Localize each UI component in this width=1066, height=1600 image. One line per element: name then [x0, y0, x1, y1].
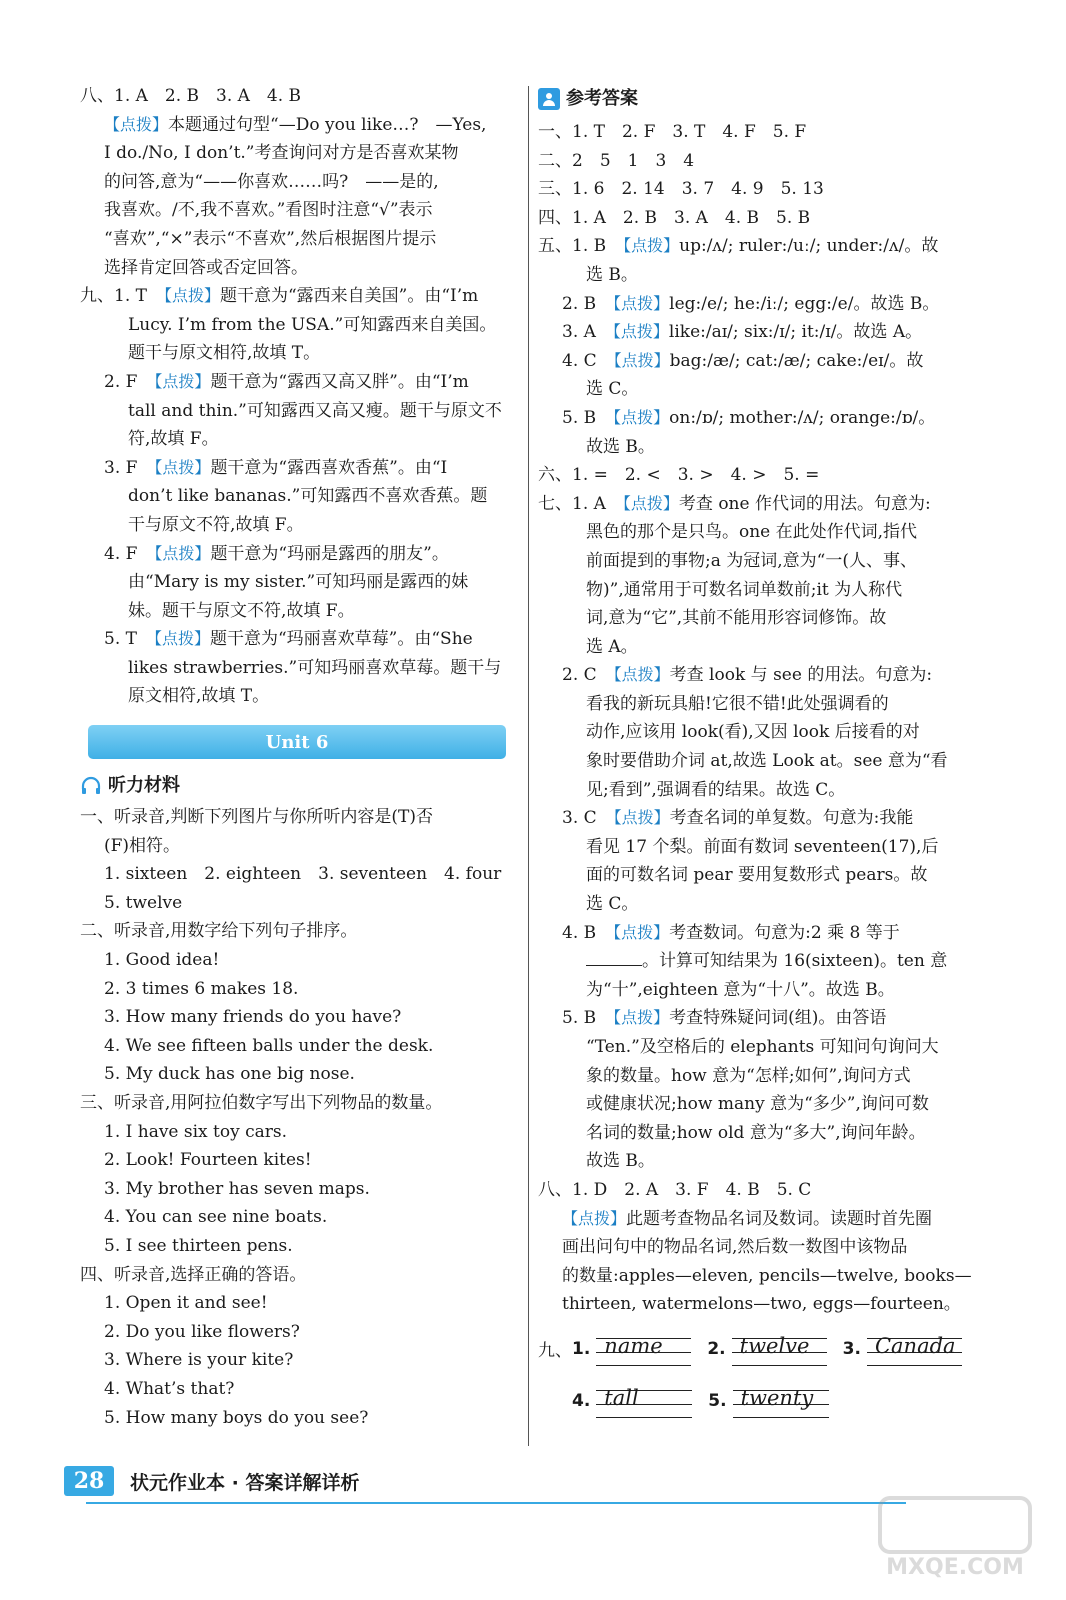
line-text: up:/ʌ/; ruler:/uː/; under:/ʌ/。故: [679, 236, 939, 257]
listening-material: [80, 803, 520, 1432]
text-line: [80, 540, 520, 569]
writing-rule: [596, 1365, 691, 1366]
item-number: 1.: [572, 1338, 591, 1359]
text-line: [80, 454, 520, 483]
hint-tag: 【点拨】: [613, 407, 670, 427]
line-text: 或健康状况;how many 意为“多少”,询问可数: [586, 1094, 929, 1115]
text-line: [80, 568, 520, 597]
text-line: [538, 633, 978, 662]
line-text: 二、2 5 1 3 4: [538, 150, 695, 171]
line-text: 。计算可知结果为 16(sixteen)。ten 意: [642, 951, 948, 972]
line-text: bag:/æ/; cat:/æ/; cake:/eɪ/。故: [669, 350, 924, 371]
headphones-icon: [80, 775, 102, 797]
line-text: I do./No, I don’t.”考查询问对方是否喜欢某物: [104, 143, 459, 164]
line-text: 5. T: [104, 629, 154, 650]
text-line: [538, 1119, 978, 1148]
handwritten-word: twenty: [740, 1385, 814, 1410]
text-line: [538, 1262, 978, 1291]
line-text: 的数量:apples—eleven, pencils—twelve, books—: [562, 1265, 972, 1286]
column-divider: [528, 86, 529, 1446]
line-text: 选择肯定回答或否定回答。: [104, 257, 308, 278]
left-column: [80, 82, 520, 1432]
answers-heading: [538, 82, 978, 116]
line-text: “喜欢”,“×”表示“不喜欢”,然后根据图片提示: [104, 228, 437, 249]
text-line: [538, 1033, 978, 1062]
line-text: 2. Look! Fourteen kites!: [104, 1150, 312, 1171]
text-line: [80, 1032, 520, 1061]
line-text: 5. B: [562, 407, 614, 428]
line-text: 3. Where is your kite?: [104, 1350, 294, 1371]
line-text: 看见 17 个梨。前面有数词 seventeen(17),后: [586, 836, 939, 857]
line-text: 2. Do you like flowers?: [104, 1321, 300, 1342]
text-line: [80, 625, 520, 654]
text-line: [538, 204, 978, 233]
text-line: [538, 1233, 978, 1262]
line-text: “Ten.”及空格后的 elephants 可知问句询问大: [586, 1037, 939, 1057]
text-line: [80, 339, 520, 368]
text-line: [538, 661, 978, 690]
line-text: 象的数量。how 意为“怎样;如何”,询问方式: [586, 1065, 911, 1086]
text-line: [80, 1261, 520, 1290]
line-text: 考查 one 作代词的用法。句意为:: [678, 493, 931, 514]
line-text: 本题通过句型“—Do you like…? —Yes,: [168, 114, 487, 135]
text-line: [80, 803, 520, 832]
handwriting-answers: [538, 1323, 978, 1427]
line-text: 妹。题干与原文不符,故填 F。: [128, 600, 355, 621]
line-text: 4. F: [104, 543, 155, 564]
answer-key: [538, 118, 978, 1319]
text-line: [80, 1003, 520, 1032]
hint-tag: 【点拨】: [622, 493, 679, 513]
text-line: [538, 404, 978, 433]
text-line: [538, 747, 978, 776]
text-line: [538, 175, 978, 204]
left-answers: [80, 82, 520, 711]
line-text: 3. F: [104, 457, 155, 478]
text-line: [538, 718, 978, 747]
text-line: [538, 318, 978, 347]
line-text: (F)相符。: [104, 835, 181, 856]
text-line: [80, 482, 520, 511]
text-line: [80, 1060, 520, 1089]
line-text: Lucy. I’m from the USA.”可知露西来自美国。: [128, 314, 497, 335]
hint-tag: 【点拨】: [613, 665, 670, 685]
line-text: 四、听录音,选择正确的答语。: [80, 1264, 307, 1285]
text-line: [538, 890, 978, 919]
hint-tag: 【点拨】: [154, 543, 211, 563]
line-text: 3. A: [562, 322, 613, 343]
handwriting-lines: [596, 1332, 691, 1366]
hint-tag: 【点拨】: [613, 350, 670, 370]
text-line: [80, 889, 520, 918]
line-text: 4. B: [562, 922, 614, 943]
line-text: 三、听录音,用阿拉伯数字写出下列物品的数量。: [80, 1093, 443, 1113]
text-line: [538, 690, 978, 719]
text-line: [538, 1290, 978, 1319]
handwriting-lines: [732, 1332, 827, 1366]
item-number: 5.: [708, 1390, 727, 1411]
line-text: 考查数词。句意为:2 乘 8 等于: [669, 922, 900, 943]
line-text: thirteen, watermelons—two, eggs—fourteen。: [562, 1294, 961, 1315]
text-line: [538, 947, 978, 976]
line-text: 考查特殊疑问词(组)。由答语: [669, 1008, 887, 1029]
text-line: [538, 776, 978, 805]
line-text: 为“十”,eighteen 意为“十八”。故选 B。: [586, 979, 895, 1000]
line-text: 5. My duck has one big nose.: [104, 1064, 355, 1085]
text-line: [80, 225, 520, 254]
listening-heading: [80, 769, 520, 803]
line-text: 符,故填 F。: [128, 429, 219, 450]
line-text: 选 A。: [586, 636, 638, 657]
text-line: [538, 518, 978, 547]
line-text: 原文相符,故填 T。: [128, 686, 270, 707]
text-line: [538, 1004, 978, 1033]
hint-tag: 【点拨】: [154, 457, 211, 477]
line-text: 考查名词的单复数。句意为:我能: [669, 808, 914, 829]
person-icon: [538, 88, 560, 110]
line-text: 选 C。: [586, 379, 639, 400]
hint-tag: 【点拨】: [613, 922, 670, 942]
text-line: [538, 833, 978, 862]
text-line: [80, 397, 520, 426]
line-text: 4. What’s that?: [104, 1378, 235, 1399]
line-text: likes strawberries.”可知玛丽喜欢草莓。题干与: [128, 657, 502, 678]
text-line: [80, 654, 520, 683]
hint-tag: 【点拨】: [562, 1208, 627, 1228]
text-line: [538, 232, 978, 261]
text-line: [80, 1404, 520, 1433]
line-text: 题干意为“露西又高又胖”。由“I’m: [210, 371, 469, 392]
line-text: 由“Mary is my sister.”可知玛丽是露西的妹: [128, 572, 469, 593]
line-text: 4. We see fifteen balls under the desk.: [104, 1035, 434, 1056]
text-line: [538, 804, 978, 833]
text-line: [80, 1289, 520, 1318]
text-line: [538, 919, 978, 948]
text-line: [80, 860, 520, 889]
line-text: 看我的新玩具船!它很不错!此处强调看的: [586, 693, 889, 714]
line-text: 2. B: [562, 293, 614, 314]
line-text: 四、1. A 2. B 3. A 4. B 5. B: [538, 207, 811, 228]
hint-tag: 【点拨】: [613, 293, 670, 313]
footer-title: 状元作业本 · 答案详解详析: [130, 1472, 360, 1494]
line-text: 黑色的那个是只鸟。one 在此处作代词,指代: [586, 522, 918, 543]
line-text: 物)”,通常用于可数名词单数前;it 为人称代: [586, 579, 903, 600]
page-footer: [56, 1464, 936, 1504]
text-line: [80, 682, 520, 711]
item-number: 3.: [842, 1338, 861, 1359]
line-text: 2. C: [562, 665, 614, 686]
text-line: [80, 1232, 520, 1261]
text-line: [80, 1203, 520, 1232]
text-line: [80, 1318, 520, 1347]
text-line: [80, 597, 520, 626]
text-line: [80, 511, 520, 540]
text-line: [538, 490, 978, 519]
unit-title: Unit 6: [265, 731, 329, 753]
line-text: 选 B。: [586, 264, 638, 285]
text-line: [80, 311, 520, 340]
line-text: 故选 B。: [586, 436, 655, 457]
line-text: 名词的数量;how old 意为“多大”,询问年龄。: [586, 1122, 926, 1143]
line-text: 三、1. 6 2. 14 3. 7 4. 9 5. 13: [538, 179, 824, 200]
line-text: 3. My brother has seven maps.: [104, 1178, 370, 1199]
unit-title-bar: [88, 725, 506, 759]
line-text: 故选 B。: [586, 1151, 655, 1172]
line-text: like:/aɪ/; six:/ɪ/; it:/ɪ/。故选 A。: [668, 322, 923, 343]
text-line: [80, 1375, 520, 1404]
watermark-text: MXQE.COM: [886, 1555, 1024, 1580]
handwriting-lines: [596, 1384, 692, 1418]
line-text: 前面提到的事物;a 为冠词,意为“一(人、事、: [586, 550, 917, 571]
text-line: [538, 576, 978, 605]
line-text: 一、听录音,判断下列图片与你所听内容是(T)否: [80, 807, 434, 828]
text-line: [80, 425, 520, 454]
text-line: [538, 147, 978, 176]
line-text: 4. C: [562, 350, 614, 371]
text-line: [80, 168, 520, 197]
text-line: [538, 290, 978, 319]
line-text: 5. twelve: [104, 892, 183, 913]
text-line: [538, 1205, 978, 1234]
line-text: 3. C: [562, 808, 614, 829]
hint-tag: 【点拨】: [163, 286, 220, 306]
handwritten-word: tall: [604, 1385, 639, 1410]
text-line: [80, 1346, 520, 1375]
line-text: don’t like bananas.”可知露西不喜欢香蕉。题: [128, 486, 488, 507]
text-line: [80, 196, 520, 225]
line-text: 1. sixteen 2. eighteen 3. seventeen 4. four: [104, 864, 502, 885]
answer-blank: [586, 947, 642, 966]
text-line: [80, 82, 520, 111]
line-text: 题干意为“玛丽是露西的朋友”。: [210, 543, 449, 564]
text-line: [538, 547, 978, 576]
text-line: [80, 111, 520, 140]
line-text: tall and thin.”可知露西又高又瘦。题干与原文不: [128, 400, 502, 421]
line-text: 5. I see thirteen pens.: [104, 1235, 293, 1256]
text-line: [80, 139, 520, 168]
hint-tag: 【点拨】: [623, 236, 680, 256]
text-line: [538, 1090, 978, 1119]
hint-tag: 【点拨】: [613, 808, 670, 828]
line-text: 八、1. D 2. A 3. F 4. B 5. C: [538, 1179, 812, 1200]
line-text: 七、1. A: [538, 493, 623, 514]
line-text: 考查 look 与 see 的用法。句意为:: [669, 665, 933, 686]
hint-tag: 【点拨】: [613, 1008, 670, 1028]
line-text: 象时要借助介词 at,故选 Look at。see 意为“看: [586, 751, 948, 772]
line-text: 动作,应该用 look(看),又因 look 后接看的对: [586, 722, 920, 743]
line-text: 一、1. T 2. F 3. T 4. F 5. F: [538, 122, 807, 142]
line-text: 2. F: [104, 371, 155, 392]
line-text: 干与原文不符,故填 F。: [128, 514, 304, 535]
listening-heading-text: 听力材料: [108, 775, 180, 797]
text-line: [80, 254, 520, 283]
line-text: 画出问句中的物品名词,然后数一数图中该物品: [562, 1237, 908, 1258]
handwriting-row: [538, 1375, 978, 1427]
handwritten-word: name: [604, 1333, 663, 1358]
text-line: [538, 118, 978, 147]
writing-rule: [732, 1365, 827, 1366]
line-text: 题干意为“露西来自美国”。由“I’m: [219, 286, 479, 307]
writing-rule: [596, 1417, 692, 1418]
handwriting-lines: [733, 1384, 829, 1418]
text-line: [538, 261, 978, 290]
line-text: 九、1. T: [80, 286, 164, 307]
text-line: [80, 1089, 520, 1118]
text-line: [538, 375, 978, 404]
hint-tag: 【点拨】: [154, 371, 211, 391]
line-text: 1. Good idea!: [104, 950, 220, 971]
line-text: 5. B: [562, 1008, 614, 1029]
handwritten-word: Canada: [874, 1333, 956, 1358]
line-text: leg:/e/; he:/iː/; egg:/e/。故选 B。: [669, 293, 940, 314]
text-line: [80, 832, 520, 861]
hint-tag: 【点拨】: [104, 114, 169, 134]
line-text: 1. I have six toy cars.: [104, 1121, 288, 1142]
line-text: 题干意为“露西喜欢香蕉”。由“I: [210, 457, 448, 478]
line-text: 见;看到”,强调看的结果。故选 C。: [586, 779, 846, 800]
right-column: [538, 82, 978, 1427]
line-text: 面的可数名词 pear 要用复数形式 pears。故: [586, 865, 928, 886]
text-line: [80, 1175, 520, 1204]
line-text: 词,意为“它”,其前不能用形容词修饰。故: [586, 608, 887, 629]
text-line: [80, 368, 520, 397]
text-line: [80, 975, 520, 1004]
text-line: [538, 347, 978, 376]
line-text: 二、听录音,用数字给下列句子排序。: [80, 921, 358, 942]
item-number: 4.: [572, 1390, 591, 1411]
writing-rule: [867, 1365, 962, 1366]
text-line: [80, 917, 520, 946]
handwriting-lines: [867, 1332, 962, 1366]
text-line: [538, 1147, 978, 1176]
line-text: 5. How many boys do you see?: [104, 1407, 369, 1428]
writing-rule: [733, 1417, 829, 1418]
text-line: [538, 461, 978, 490]
answers-heading-text: 参考答案: [566, 88, 638, 109]
text-line: [538, 1062, 978, 1091]
question-number: 九、: [538, 1341, 572, 1362]
line-text: 选 C。: [586, 894, 639, 915]
text-line: [538, 976, 978, 1005]
handwriting-row: [538, 1323, 978, 1375]
line-text: 3. How many friends do you have?: [104, 1007, 402, 1028]
line-text: 题干与原文相符,故填 T。: [128, 343, 321, 364]
text-line: [80, 1146, 520, 1175]
line-text: 题干意为“玛丽喜欢草莓”。由“She: [209, 629, 473, 650]
hint-tag: 【点拨】: [612, 322, 669, 342]
text-line: [538, 433, 978, 462]
text-line: [538, 861, 978, 890]
line-text: 五、1. B: [538, 236, 624, 257]
text-line: [80, 946, 520, 975]
line-text: 2. 3 times 6 makes 18.: [104, 978, 299, 999]
text-line: [538, 604, 978, 633]
watermark-logo: [870, 1490, 1050, 1590]
line-text: 八、1. A 2. B 3. A 4. B: [80, 86, 302, 106]
text-line: [80, 282, 520, 311]
line-text: 4. You can see nine boats.: [104, 1207, 328, 1228]
footer-rule: [86, 1502, 906, 1504]
text-line: [538, 1176, 978, 1205]
line-text: 此题考查物品名词及数词。读题时首先圈: [626, 1208, 933, 1229]
line-text: 六、1. = 2. < 3. > 4. > 5. =: [538, 465, 820, 486]
hint-tag: 【点拨】: [153, 629, 210, 649]
item-number: 2.: [707, 1338, 726, 1359]
line-text: 我喜欢。/不,我不喜欢。”看图时注意“√”表示: [104, 200, 433, 221]
handwritten-word: twelve: [739, 1333, 810, 1358]
line-text: 1. Open it and see!: [104, 1293, 268, 1314]
page-number: 28: [64, 1466, 114, 1496]
line-text: on:/ɒ/; mother:/ʌ/; orange:/ɒ/。: [669, 407, 936, 428]
text-line: [80, 1118, 520, 1147]
line-text: 的问答,意为“——你喜欢……吗? ——是的,: [104, 171, 439, 192]
